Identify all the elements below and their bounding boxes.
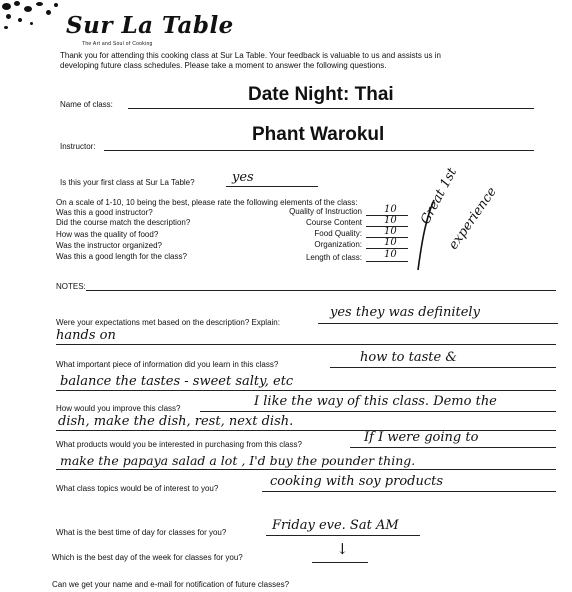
- instructor-label: Instructor:: [60, 142, 96, 151]
- rating-question-food: How was the quality of food?: [56, 230, 159, 239]
- products-answer-line-2: make the papaya salad a lot , I'd buy the pounder thing.: [60, 453, 416, 468]
- intro-line-2: developing future class schedules. Please take a moment to answer the following questions.: [60, 61, 387, 70]
- margin-note-great-first: Great 1st: [418, 165, 461, 228]
- first-class-answer: yes: [232, 170, 254, 185]
- improve-answer-line-2: dish, make the dish, rest, next dish.: [58, 414, 294, 429]
- first-class-line: [226, 186, 318, 187]
- learned-answer-line-2: balance the tastes - sweet salty, etc: [60, 374, 294, 389]
- learned-answer-line-1: how to taste &: [360, 350, 457, 365]
- rating-value-content: 10: [384, 215, 397, 226]
- intro-line-1: Thank you for attending this cooking class at Sur La Table. Your feedback is valuable to us and assists us in: [60, 51, 441, 60]
- products-line-1: [350, 447, 556, 448]
- topics-line: [262, 491, 556, 492]
- best-time-line: [266, 535, 420, 536]
- rating-value-length: 10: [384, 249, 397, 260]
- improve-line-2: [56, 430, 556, 431]
- rating-value-instruction: 10: [384, 204, 397, 215]
- expectations-answer-line-1: yes they was definitely: [330, 305, 480, 320]
- instructor-line: [104, 150, 534, 151]
- notes-label: NOTES:: [56, 282, 86, 291]
- best-day-label: Which is the best day of the week for classes for you?: [52, 553, 243, 562]
- best-day-line: [312, 562, 368, 563]
- best-time-answer: Friday eve. Sat AM: [272, 518, 399, 533]
- rating-label-instruction: Quality of Instruction: [289, 207, 362, 216]
- instructor-value: Phant Warokul: [252, 124, 385, 145]
- products-line-2: [56, 469, 556, 470]
- class-name-value: Date Night: Thai: [248, 84, 394, 105]
- products-answer-line-1: If I were going to: [364, 430, 479, 445]
- rating-line-5: [366, 261, 408, 262]
- contact-label: Can we get your name and e-mail for notification of future classes?: [52, 580, 290, 589]
- learned-label: What important piece of information did you learn in this class?: [56, 360, 279, 369]
- improve-line-1: [200, 411, 556, 412]
- best-time-label: What is the best time of day for classes for you?: [56, 528, 227, 537]
- rating-label-length: Length of class:: [305, 253, 362, 262]
- rating-label-content: Course Content: [305, 218, 362, 227]
- class-name-line: [128, 108, 534, 109]
- improve-label: How would you improve this class?: [56, 404, 181, 413]
- ratings-intro: On a scale of 1-10, 10 being the best, please rate the following elements of the class:: [56, 198, 358, 207]
- rating-question-instructor: Was this a good instructor?: [56, 208, 153, 217]
- expectations-line-1: [318, 323, 558, 324]
- improve-answer-line-1: I like the way of this class. Demo the: [254, 394, 497, 409]
- rating-label-food: Food Quality:: [314, 229, 362, 238]
- rating-value-food: 10: [384, 226, 397, 237]
- topics-label: What class topics would be of interest to you?: [56, 484, 219, 493]
- topics-answer: cooking with soy products: [270, 474, 444, 489]
- margin-note-experience: experience: [446, 184, 500, 253]
- rating-label-organization: Organization:: [314, 240, 362, 249]
- expectations-label: Were your expectations met based on the description? Explain:: [56, 318, 280, 327]
- expectations-line-2: [56, 344, 556, 345]
- best-day-answer: ↓: [336, 540, 349, 558]
- class-name-label: Name of class:: [60, 100, 113, 109]
- rating-question-description: Did the course match the description?: [56, 218, 191, 227]
- rating-value-organization: 10: [384, 237, 397, 248]
- learned-line-2: [56, 390, 556, 391]
- products-label: What products would you be interested in purchasing from this class?: [56, 440, 302, 449]
- expectations-answer-line-2: hands on: [56, 328, 116, 343]
- rating-question-length: Was this a good length for the class?: [56, 252, 187, 261]
- first-class-label: Is this your first class at Sur La Table?: [60, 178, 195, 187]
- learned-line-1: [330, 367, 556, 368]
- sur-la-table-logo: Sur La Table: [66, 12, 234, 39]
- rating-question-organized: Was the instructor organized?: [56, 241, 162, 250]
- logo-tagline: The Art and Soul of Cooking: [82, 41, 153, 47]
- notes-line: [86, 290, 556, 291]
